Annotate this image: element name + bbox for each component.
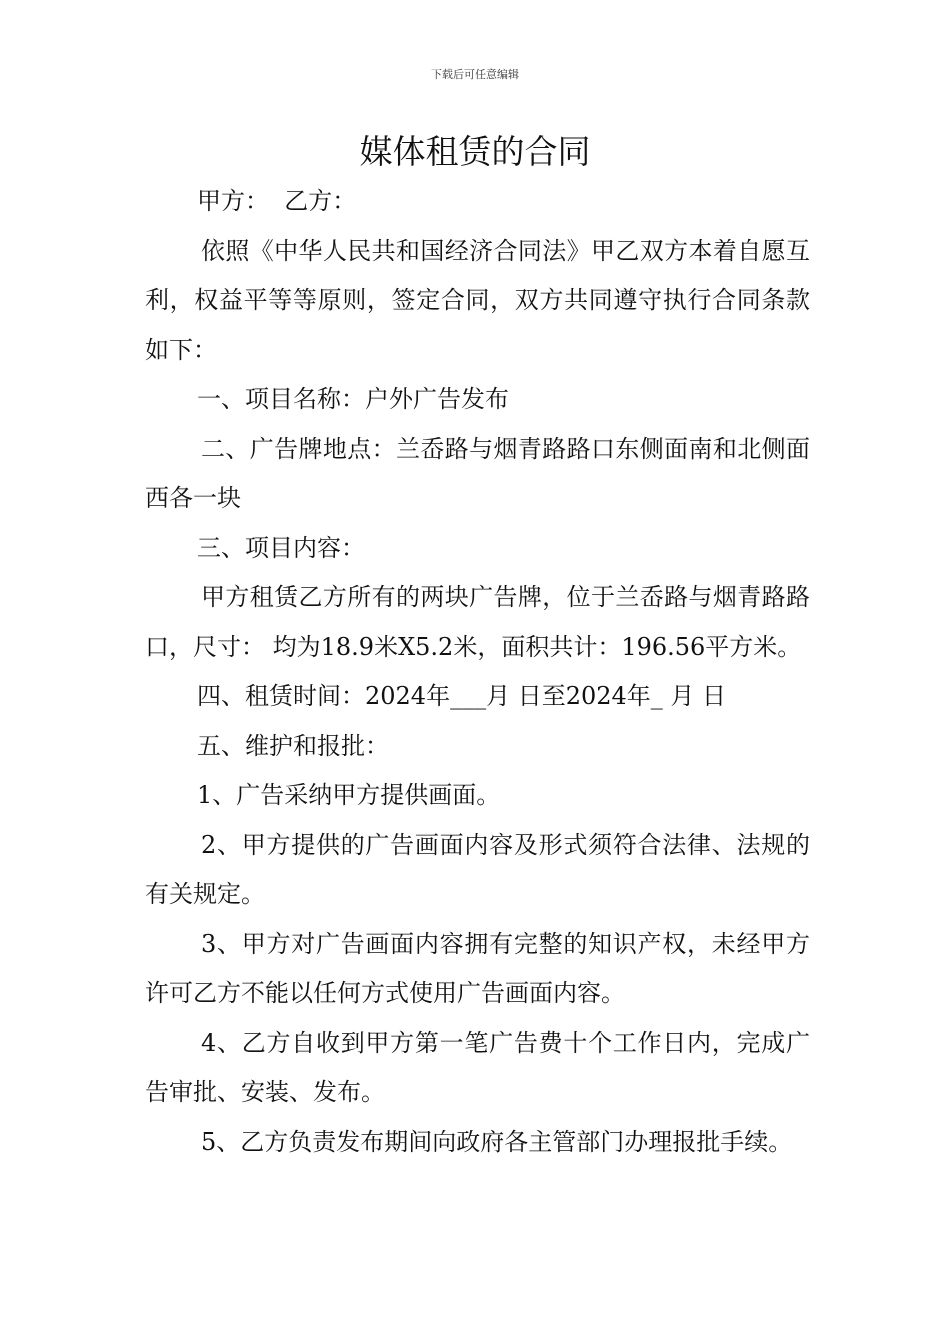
parties-line: 甲方： 乙方： — [197, 187, 357, 215]
item-lease-period: 四、租赁时间：2024年___月 日至2024年_ 月 日 — [197, 682, 727, 710]
document-body — [145, 177, 810, 1167]
item-billboard-location: 二、广告牌地点：兰岙路与烟青路路口东侧面南和北侧面西各一块 — [145, 434, 810, 512]
clause-5: 5、乙方负责发布期间向政府各主管部门办理报批手续。 — [201, 1127, 793, 1156]
item-project-name: 一、项目名称：户外广告发布 — [197, 385, 509, 413]
item-maintenance-heading: 五、维护和报批： — [197, 731, 389, 760]
clause-1: 1、广告采纳甲方提供画面。 — [197, 781, 501, 809]
clause-3: 3、甲方对广告画面内容拥有完整的知识产权，未经甲方许可乙方不能以任何方式使用广告画面内容。 — [145, 929, 810, 1007]
item-project-content-heading: 三、项目内容： — [197, 533, 365, 562]
header-note: 下载后可任意编辑 — [431, 68, 519, 81]
project-content-paragraph: 甲方租赁乙方所有的两块广告牌，位于兰岙路与烟青路路口，尺寸： 均为18.9米X5.2米，面积共计：196.56平方米。 — [145, 583, 810, 661]
clause-4: 4、乙方自收到甲方第一笔广告费十个工作日内，完成广告审批、安装、发布。 — [145, 1028, 810, 1106]
preamble-paragraph: 依照《中华人民共和国经济合同法》甲乙双方本着自愿互利，权益平等等原则，签定合同，双方共同遵守执行合同条款如下： — [145, 236, 810, 364]
document-title: 媒体租赁的合同 — [359, 132, 591, 171]
clause-2: 2、甲方提供的广告画面内容及形式须符合法律、法规的有关规定。 — [145, 830, 810, 908]
